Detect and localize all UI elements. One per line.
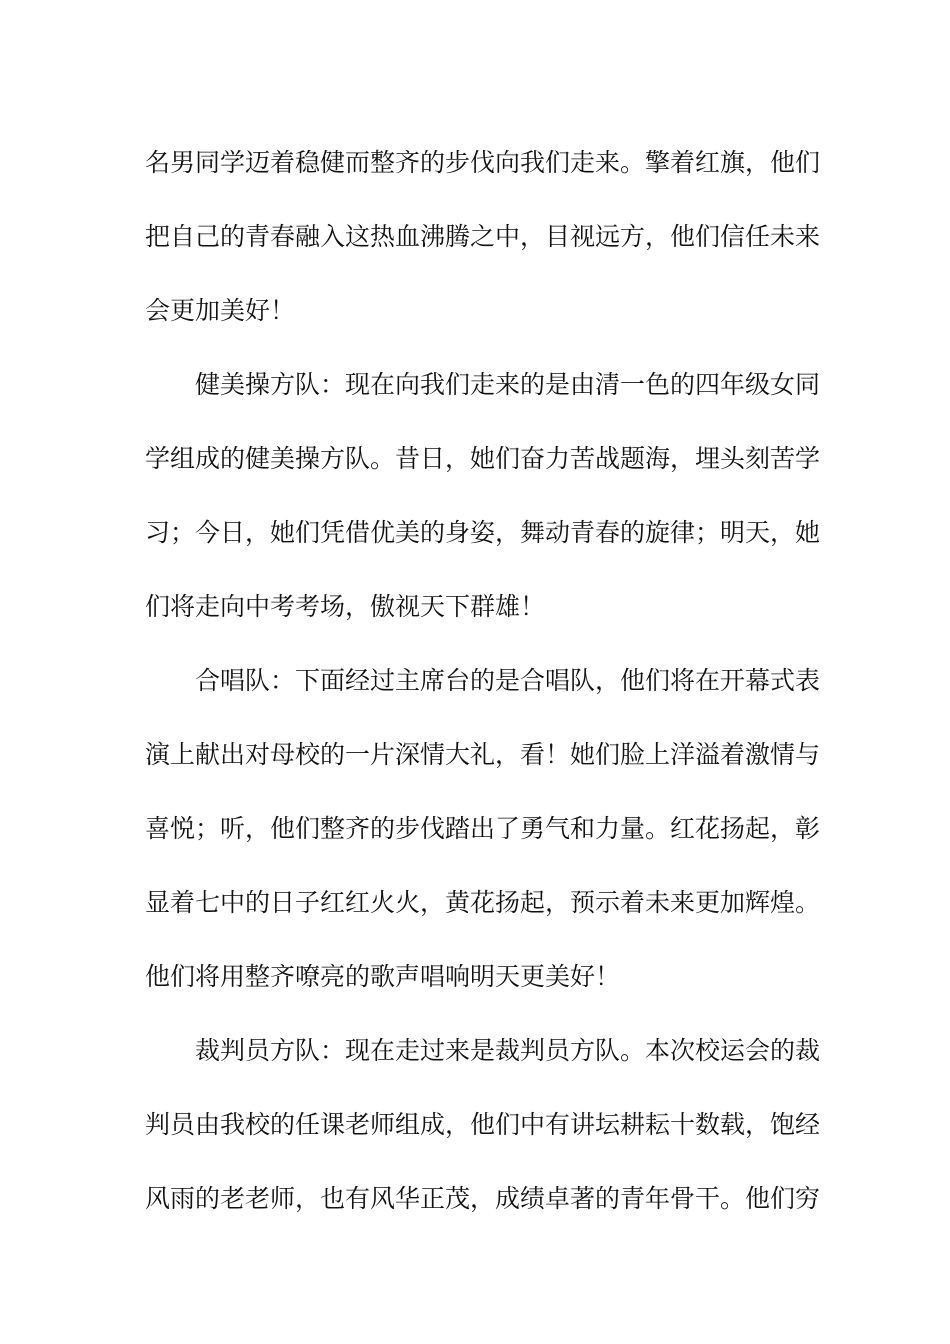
paragraph-male-students	[145, 126, 821, 348]
text-line: 喜悦；听，他们整齐的步伐踏出了勇气和力量。红花扬起，彰	[145, 814, 821, 843]
text-line: 把自己的青春融入这热血沸腾之中，目视远方，他们信任未来	[145, 222, 821, 251]
text-line: 学组成的健美操方队。昔日，她们奋力苦战题海，埋头刻苦学	[145, 444, 821, 473]
text-line: 合唱队：下面经过主席台的是合唱队，他们将在开幕式表	[195, 666, 821, 695]
text-line: 会更加美好！	[145, 296, 296, 325]
text-line: 们将走向中考考场，傲视天下群雄！	[145, 592, 546, 621]
paragraph-referees	[145, 1014, 821, 1236]
text-line: 演上献出对母校的一片深情大礼，看！她们脸上洋溢着激情与	[145, 740, 821, 769]
text-line: 判员由我校的任课老师组成，他们中有讲坛耕耘十数载，饱经	[145, 1110, 821, 1139]
text-line: 习；今日，她们凭借优美的身姿，舞动青春的旋律；明天，她	[145, 518, 821, 547]
paragraph-choir	[145, 644, 821, 1014]
text-line: 显着七中的日子红红火火，黄花扬起，预示着未来更加辉煌。	[145, 888, 821, 917]
paragraph-aerobics-team	[145, 348, 821, 644]
text-line: 风雨的老老师，也有风华正茂，成绩卓著的青年骨干。他们穷	[145, 1184, 821, 1213]
document-body	[145, 126, 821, 1236]
text-line: 裁判员方队：现在走过来是裁判员方队。本次校运会的裁	[195, 1036, 821, 1065]
text-line: 健美操方队：现在向我们走来的是由清一色的四年级女同	[195, 370, 821, 399]
text-line: 名男同学迈着稳健而整齐的步伐向我们走来。擎着红旗，他们	[145, 148, 821, 177]
text-line: 他们将用整齐嘹亮的歌声唱响明天更美好！	[145, 962, 621, 991]
